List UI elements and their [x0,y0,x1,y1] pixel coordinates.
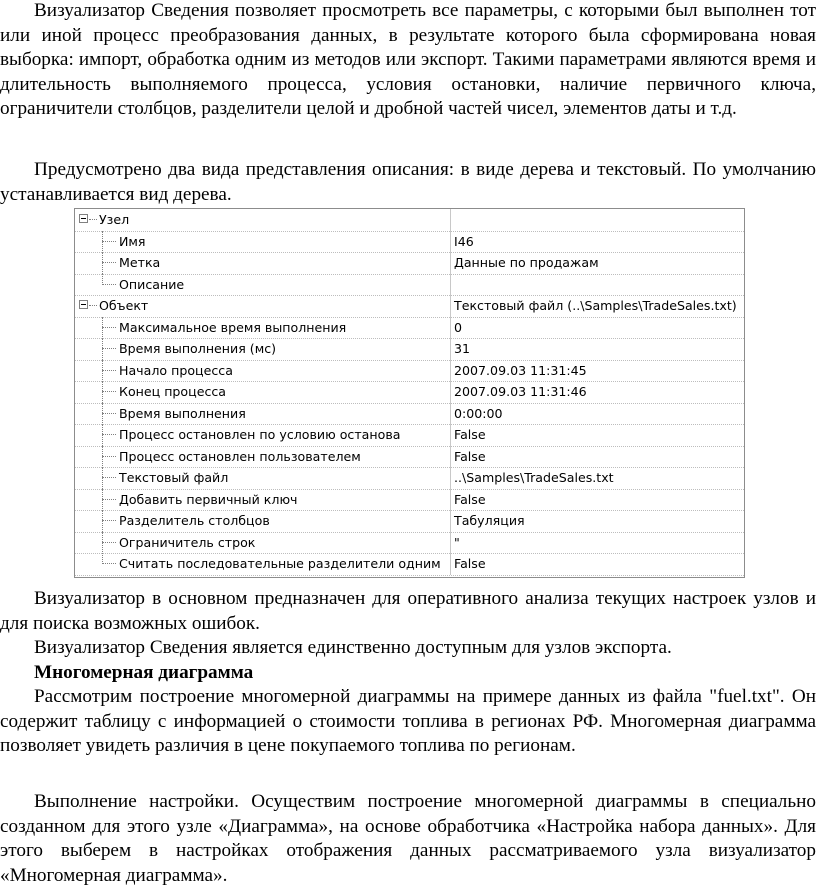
property-label: Максимальное время выполнения [119,319,347,335]
intro-paragraph-1: Визуализатор Сведения позволяет просмотреть все параметры, с которыми был выполнен тот или иной процесс преобразования данных, в результате которого была сформирована новая выборка: импорт, обработка одним из методов или экспорт. Такими параметрами являются время и длительность выполняемого процесса, условия остановки, наличие первичного ключа, ограничители столбцов, разделители целой и дробной частей чисел, элементов даты и т.д. [0,0,816,119]
property-row[interactable] [75,403,744,426]
property-label: Имя [119,233,146,249]
property-value: 31 [454,341,471,356]
property-tree-grid [74,208,745,578]
property-value: I46 [454,233,474,249]
property-row[interactable] [75,446,744,469]
property-value: False [454,556,486,571]
property-row[interactable] [75,381,744,404]
property-row[interactable] [75,553,744,576]
collapse-icon[interactable] [79,300,88,309]
property-label: Ограничитель строк [119,534,256,550]
property-row[interactable] [75,252,744,275]
paragraph-purpose: Визуализатор в основном предназначен для оперативного анализа текущих настроек узлов и для поиска возможных ошибок. [0,588,816,634]
collapse-icon[interactable] [79,214,88,223]
property-label: Конец процесса [119,384,227,399]
property-value: Текстовый файл (..\Samples\TradeSales.txt) [454,298,737,313]
property-row[interactable] [75,274,744,297]
property-value: 2007.09.03 11:31:45 [454,362,587,378]
paragraph-export-note: Визуализатор Сведения является единственно доступным для узлов экспорта. [34,637,672,658]
property-value: 2007.09.03 11:31:46 [454,384,587,399]
property-row[interactable] [75,467,744,490]
property-value: Табуляция [454,513,525,528]
property-label: Добавить первичный ключ [119,491,298,507]
paragraph-fuel-example: Рассмотрим построение многомерной диаграммы на примере данных из файла "fuel.txt". Он содержит таблицу с информацией о стоимости топлива в регионах РФ. Многомерная диаграмма позволяет увидеть различия в цене покупаемого топлива по регионам. [0,686,816,756]
property-label: Время выполнения (мс) [119,341,277,356]
property-label: Разделитель столбцов [119,513,270,528]
property-value: False [454,427,486,442]
tree-group-node[interactable]: Узел [75,209,744,232]
property-value: 0 [454,319,463,335]
property-label: Начало процесса [119,362,233,378]
property-row[interactable] [75,510,744,533]
property-label: Метка [119,255,161,270]
property-row[interactable] [75,424,744,447]
paragraph-setup: Выполнение настройки. Осуществим построение многомерной диаграммы в специально созданном для этого узле «Диаграмма», на основе обработчика «Настройка набора данных». Для этого выберем в настройках отображения данных рассматриваемого узла визуализатор «Многомерная диаграмма». [0,791,816,886]
section-heading: Многомерная диаграмма [34,662,254,683]
property-row[interactable] [75,360,744,383]
property-value: " [454,534,460,550]
intro-paragraph-2: Предусмотрено два вида представления описания: в виде дерева и текстовый. По умолчанию устанавливается вид дерева. [0,159,816,205]
property-value: Данные по продажам [454,255,599,270]
property-label: Считать последовательные разделители одним [119,556,441,571]
property-label: Описание [119,276,185,292]
property-label: Текстовый файл [119,470,229,485]
property-label: Время выполнения [119,405,246,421]
property-value: ..\Samples\TradeSales.txt [454,470,614,485]
property-label: Процесс остановлен по условию останова [119,427,401,442]
property-value: 0:00:00 [454,405,503,421]
property-value: False [454,448,486,464]
property-row[interactable] [75,489,744,512]
property-label: Процесс остановлен пользователем [119,448,361,464]
tree-group-object[interactable]: Объект Текстовый файл (..\Samples\TradeSales.txt) [75,295,744,318]
property-row[interactable] [75,338,744,361]
property-row[interactable] [75,231,744,254]
property-value: False [454,491,486,507]
property-row[interactable] [75,317,744,340]
property-row[interactable] [75,532,744,555]
